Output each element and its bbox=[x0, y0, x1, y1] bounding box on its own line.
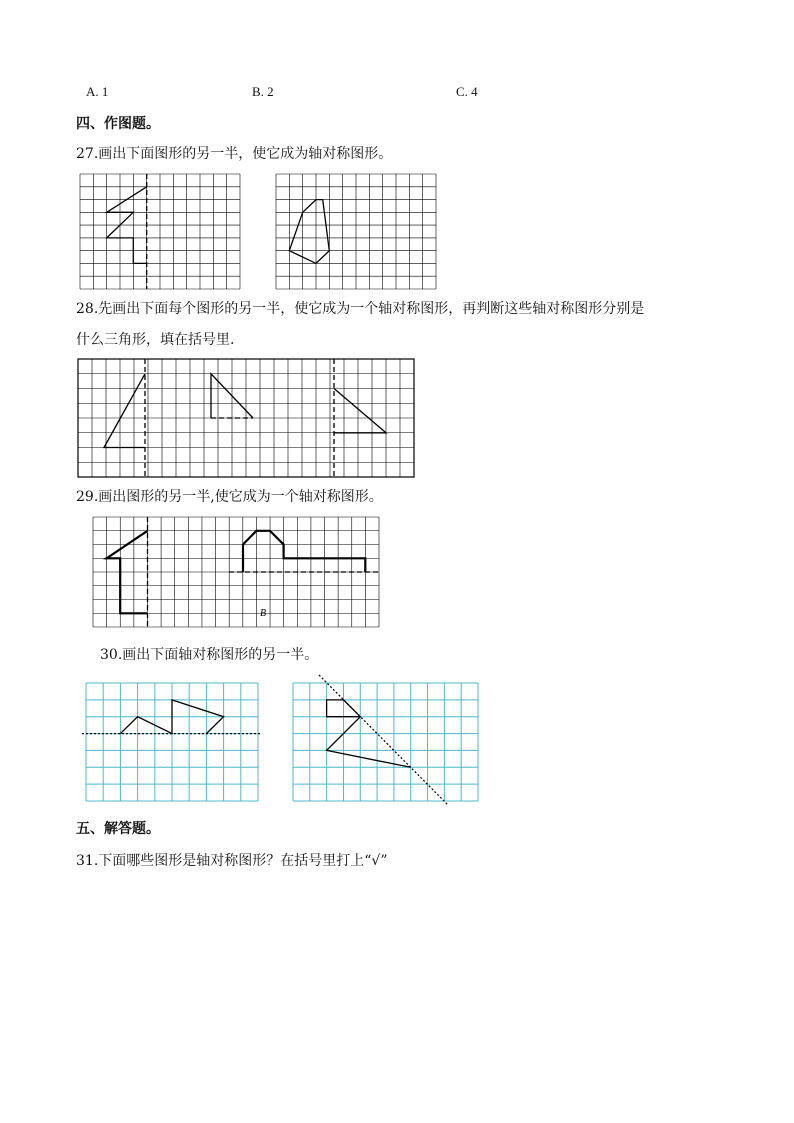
question-28-line1: 28.先画出下面每个图形的另一半，使它成为一个轴对称图形，再判断这些轴对称图形分别是 bbox=[76, 301, 645, 317]
q29-point-label: B bbox=[260, 608, 267, 619]
question-31: 31.下面哪些图形是轴对称图形？在括号里打上“√” bbox=[76, 853, 388, 869]
question-30: 30.画出下面轴对称图形的另一半。 bbox=[100, 647, 319, 663]
q28-figure bbox=[78, 359, 414, 477]
question-29: 29.画出图形的另一半,使它成为一个轴对称图形。 bbox=[76, 489, 383, 505]
option-a: A. 1 bbox=[86, 84, 109, 99]
question-27: 27.画出下面图形的另一半，使它成为轴对称图形。 bbox=[76, 146, 393, 162]
q27-right-grid bbox=[276, 174, 436, 289]
q30-right-axis bbox=[319, 675, 448, 805]
q29-shape-right bbox=[243, 531, 365, 572]
q27-left-grid bbox=[80, 174, 240, 289]
q27-figure-right bbox=[276, 174, 436, 289]
q29-figure bbox=[93, 517, 379, 627]
q27-figure-left bbox=[80, 174, 240, 289]
section-four-title: 四、作图题。 bbox=[76, 116, 160, 132]
option-b: B. 2 bbox=[252, 84, 274, 99]
q30-figure-left bbox=[86, 683, 258, 801]
section-five-title: 五、解答题。 bbox=[76, 821, 160, 837]
q30-right-grid bbox=[293, 683, 478, 801]
q30-figure-right bbox=[293, 683, 478, 801]
q27-right-shape bbox=[289, 200, 329, 264]
q28-shape-1 bbox=[104, 374, 145, 448]
question-28-line2: 什么三角形，填在括号里. bbox=[76, 332, 235, 348]
option-c: C. 4 bbox=[456, 84, 478, 99]
q28-shape-3 bbox=[334, 389, 386, 433]
